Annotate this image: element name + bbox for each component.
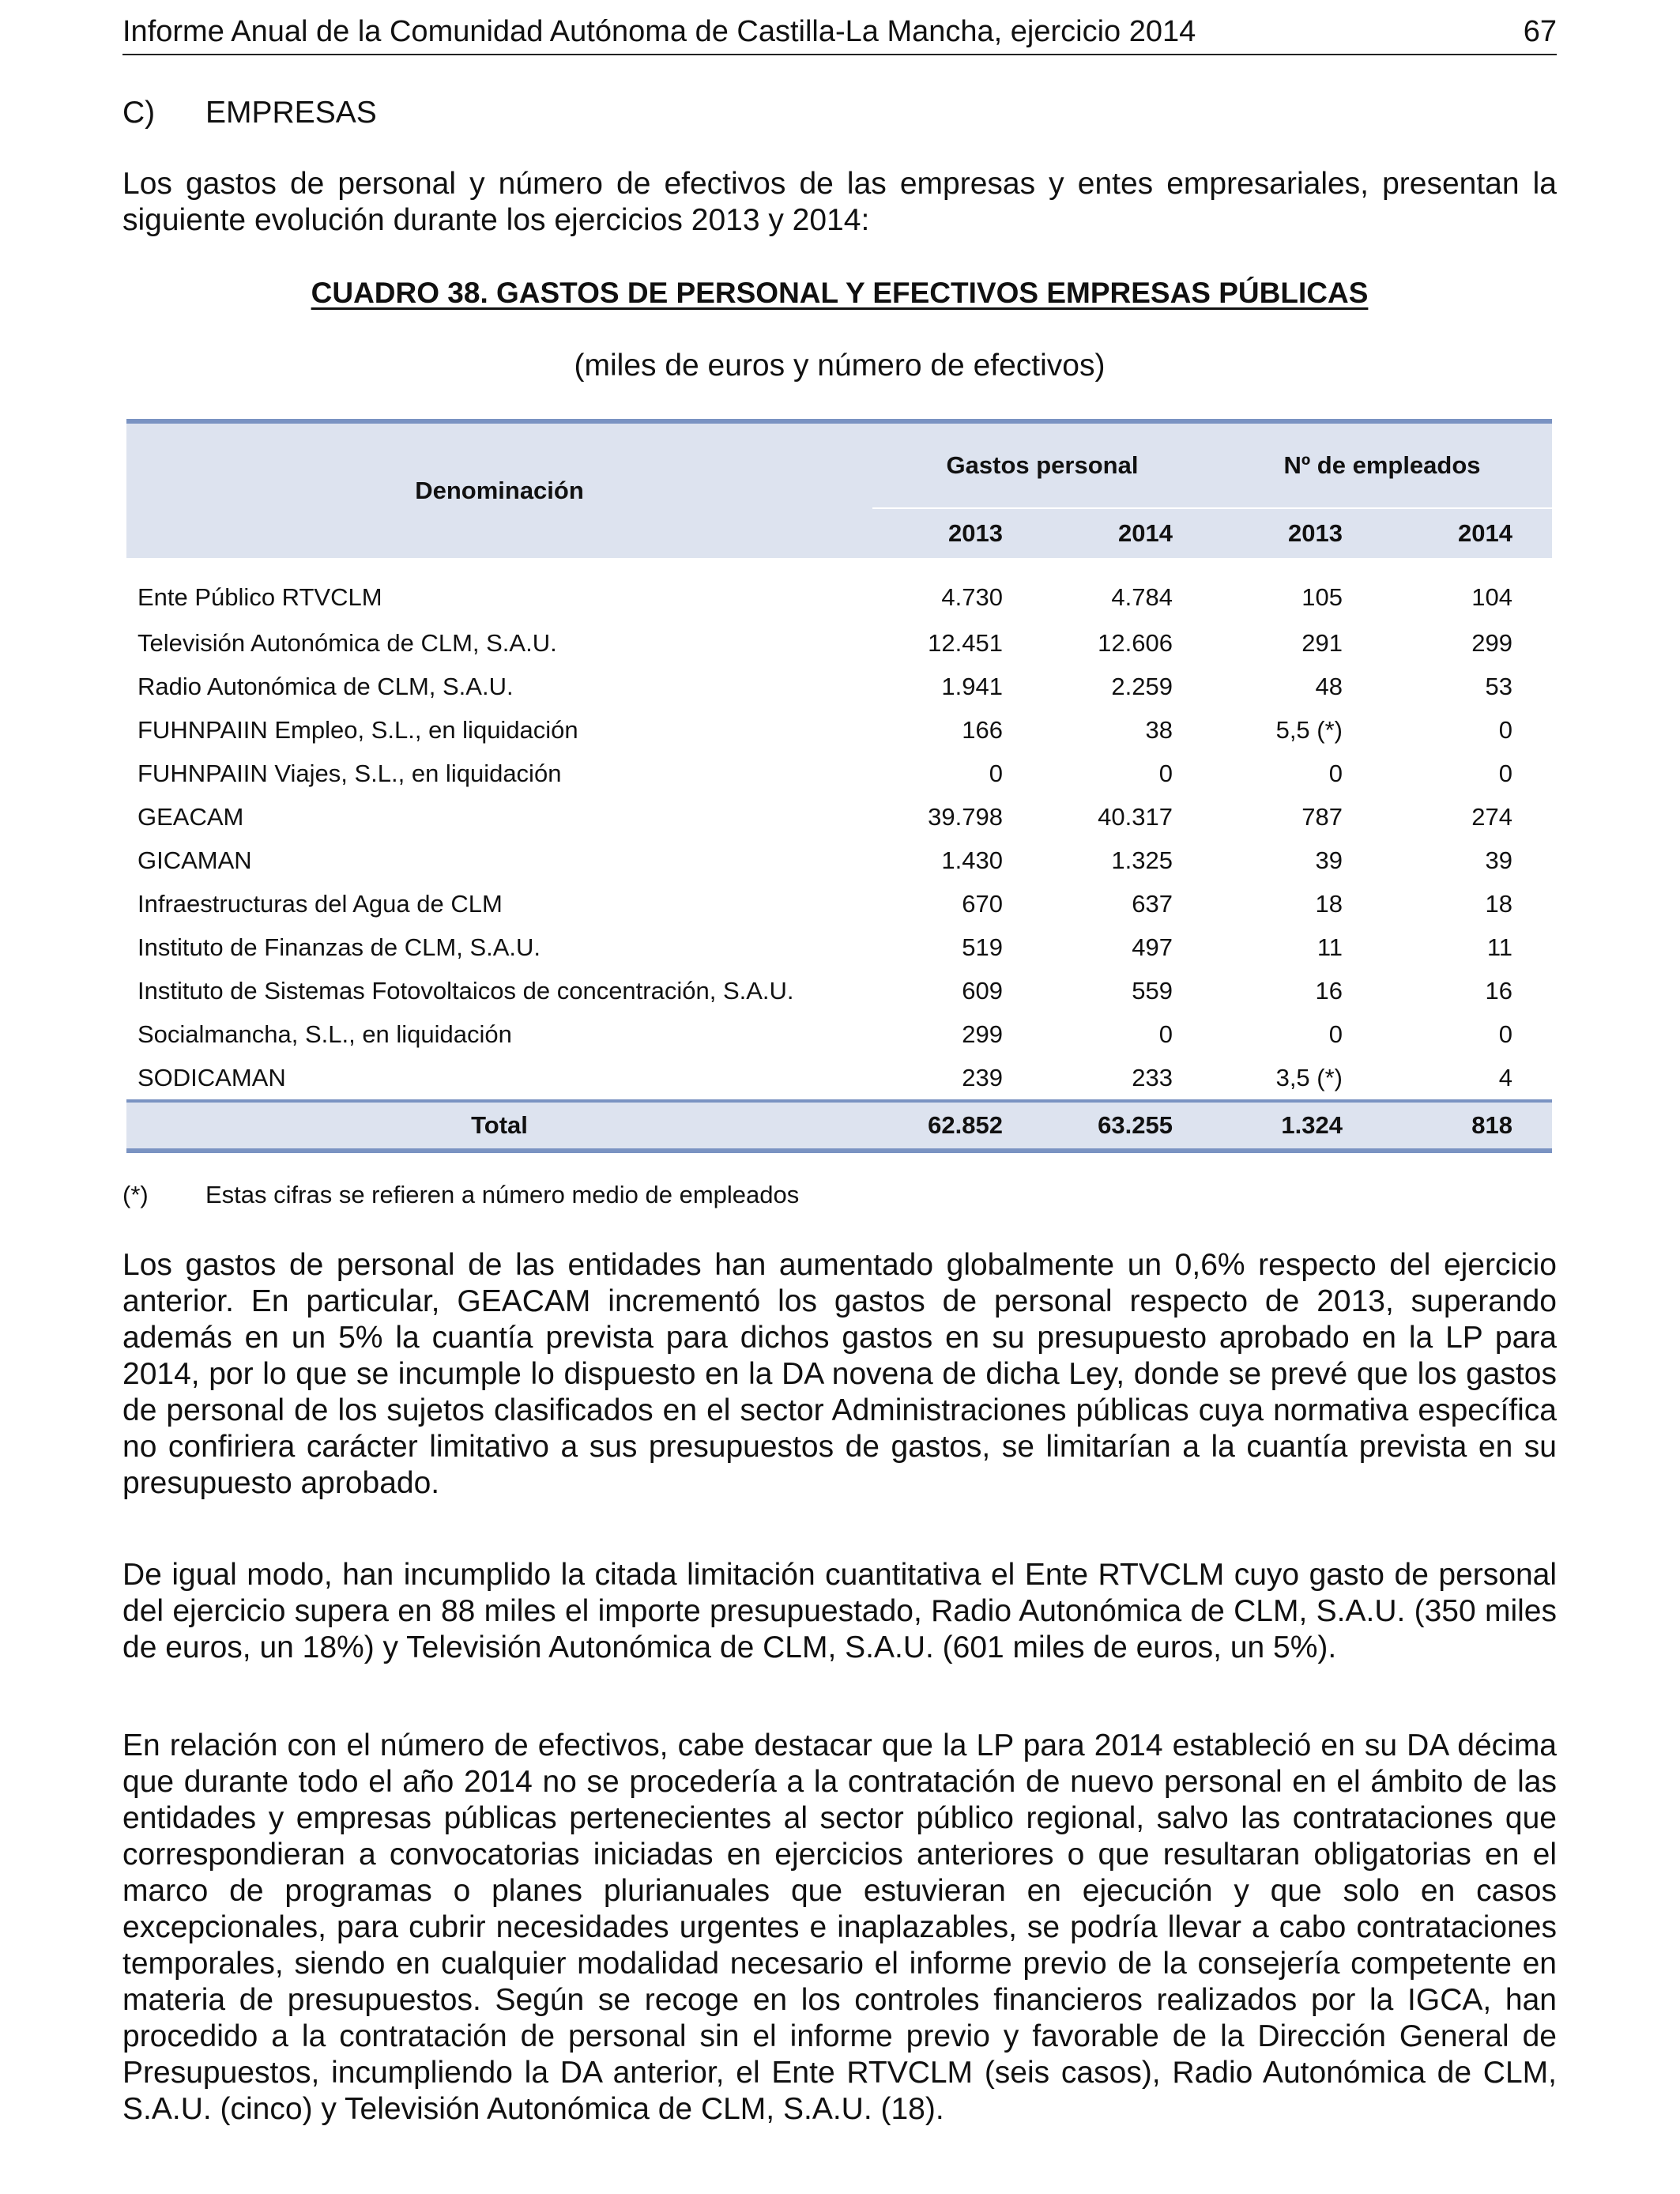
cell-value: 0 — [1158, 1020, 1173, 1048]
footnote-mark: (*) — [122, 1181, 149, 1208]
total-value: 1.324 — [1212, 1101, 1382, 1151]
cell-value: 39.798 — [928, 803, 1003, 831]
cell-value: 0 — [1328, 760, 1343, 787]
cell-value: 166 — [962, 716, 1003, 744]
cell-value: 274 — [1471, 803, 1512, 831]
header-gastos-personal: Gastos personal — [872, 421, 1212, 508]
entity-name: Instituto de Sistemas Fotovoltaicos de concentración, S.A.U. — [137, 977, 794, 1005]
entity-name: Infraestructuras del Agua de CLM — [137, 890, 503, 918]
cell-value: 5,5 (*) — [1275, 716, 1343, 744]
cell-value: 0 — [1498, 1020, 1512, 1048]
cell-value: 637 — [1132, 890, 1173, 918]
cell-value: 233 — [1132, 1064, 1173, 1091]
entity-name: GEACAM — [137, 803, 244, 831]
cell-value: 4 — [1498, 1064, 1512, 1091]
cell-value: 12.606 — [1098, 629, 1173, 657]
cell-value: 104 — [1471, 582, 1512, 611]
intro-paragraph-text: Los gastos de personal y número de efectivos de las empresas y entes empresariales, presentan la siguiente evolución durante los ejercicios 2013 y 2014: — [122, 167, 1557, 237]
cell-value: 559 — [1132, 977, 1173, 1005]
cell-value: 4.730 — [941, 582, 1003, 611]
table-row — [126, 839, 1552, 882]
table-row — [126, 1012, 1552, 1056]
cell-value: 1.325 — [1111, 846, 1173, 874]
table-row — [126, 708, 1552, 752]
report-title: Informe Anual de la Comunidad Autónoma de Castilla-La Mancha, ejercicio 2014 — [122, 15, 1196, 48]
cell-value: 291 — [1301, 629, 1343, 657]
table-title-text: CUADRO 38. GASTOS DE PERSONAL Y EFECTIVOS EMPRESAS PÚBLICAS — [311, 277, 1369, 309]
table-footnote — [122, 1179, 799, 1211]
table-row — [126, 752, 1552, 795]
table-row — [126, 1056, 1552, 1101]
table-row — [126, 795, 1552, 839]
entity-name: FUHNPAIIN Viajes, S.L., en liquidación — [137, 760, 562, 787]
header-denominacion: Denominación — [126, 421, 872, 558]
cell-value: 3,5 (*) — [1275, 1064, 1343, 1091]
cell-value: 519 — [962, 933, 1003, 961]
section-heading — [122, 93, 377, 133]
entity-name: GICAMAN — [137, 846, 252, 874]
total-row — [126, 1101, 1552, 1151]
personnel-table-wrapper — [126, 419, 1552, 1153]
cell-value: 1.941 — [941, 673, 1003, 700]
cell-value: 787 — [1301, 803, 1343, 831]
cell-value: 239 — [962, 1064, 1003, 1091]
cell-value: 105 — [1301, 582, 1343, 611]
cell-value: 39 — [1315, 846, 1343, 874]
table-row — [126, 665, 1552, 708]
header-year: 2014 — [1042, 508, 1212, 558]
cell-value: 609 — [962, 977, 1003, 1005]
cell-value: 16 — [1315, 977, 1343, 1005]
cell-value: 299 — [962, 1020, 1003, 1048]
cell-value: 4.784 — [1111, 582, 1173, 611]
body-paragraph — [122, 1247, 1557, 1502]
table-row — [126, 558, 1552, 621]
table-row — [126, 925, 1552, 969]
entity-name: Radio Autonómica de CLM, S.A.U. — [137, 673, 514, 700]
cell-value: 1.430 — [941, 846, 1003, 874]
cell-value: 0 — [1158, 760, 1173, 787]
cell-value: 0 — [1498, 760, 1512, 787]
entity-name: Televisión Autonómica de CLM, S.A.U. — [137, 629, 557, 657]
paragraph-text: En relación con el número de efectivos, cabe destacar que la LP para 2014 estableció en su DA décima que durante todo el año 2014 no se procedería a la contratación de nuevo personal en el ámbito de las entidades y empresas públicas pertenecientes al sector público regional, salvo las contrataciones que correspondieran a convocatorias iniciadas en ejercicios anteriores o que resultaran obligatorias en el marco de programas o planes plurianuales que estuvieran en ejecución y que solo en casos excepcionales, para cubrir necesidades urgentes e inaplazables, se podría llevar a cabo contrataciones temporales, siendo en cualquier modalidad necesario el informe previo de la consejería competente en materia de presupuestos. Según se recoge en los controles financieros realizados por la IGCA, han procedido a la contratación de personal sin el informe previo y favorable de la Dirección General de Presupuestos, incumpliendo la DA anterior, el Ente RTVCLM (seis casos), Radio Autonómica de CLM, S.A.U. (cinco) y Televisión Autonómica de CLM, S.A.U. (18). — [122, 1728, 1557, 2126]
entity-name: Instituto de Finanzas de CLM, S.A.U. — [137, 933, 541, 961]
cell-value: 11 — [1317, 933, 1343, 961]
table-row — [126, 621, 1552, 665]
total-value: 63.255 — [1042, 1101, 1212, 1151]
section-title: EMPRESAS — [205, 96, 377, 130]
header-year: 2014 — [1382, 508, 1552, 558]
table-row — [126, 882, 1552, 925]
header-year: 2013 — [872, 508, 1042, 558]
paragraph-text: Los gastos de personal de las entidades han aumentado globalmente un 0,6% respecto del ejercicio anterior. En particular, GEACAM incrementó los gastos de personal respecto de 2013, superando además en un 5% la cuantía prevista para dichos gastos en su presupuesto aprobado en la LP para 2014, por lo que se incumple lo dispuesto en la DA novena de dicha Ley, donde se prevé que los gastos de personal de los sujetos clasificados en el sector Administraciones públicas cuya normativa específica no confiriera carácter limitativo a sus presupuestos de gastos, se limitarían a la cuantía prevista en su presupuesto aprobado. — [122, 1248, 1557, 1500]
cell-value: 0 — [989, 760, 1003, 787]
header-num-empleados: Nº de empleados — [1212, 421, 1552, 508]
table-title — [122, 275, 1557, 311]
total-label: Total — [126, 1101, 872, 1151]
total-value: 62.852 — [872, 1101, 1042, 1151]
cell-value: 18 — [1485, 890, 1512, 918]
cell-value: 0 — [1498, 716, 1512, 744]
cell-value: 40.317 — [1098, 803, 1173, 831]
body-paragraph — [122, 1728, 1557, 2128]
cell-value: 2.259 — [1111, 673, 1173, 700]
section-number: C) — [122, 96, 156, 130]
cell-value: 670 — [962, 890, 1003, 918]
cell-value: 38 — [1145, 716, 1173, 744]
cell-value: 16 — [1485, 977, 1512, 1005]
entity-name: Socialmancha, S.L., en liquidación — [137, 1020, 512, 1048]
table-row — [126, 969, 1552, 1012]
cell-value: 12.451 — [928, 629, 1003, 657]
cell-value: 53 — [1485, 673, 1512, 700]
cell-value: 299 — [1471, 629, 1512, 657]
table-subtitle: (miles de euros y número de efectivos) — [574, 349, 1106, 383]
cell-value: 11 — [1486, 933, 1512, 961]
intro-paragraph — [122, 166, 1557, 239]
cell-value: 39 — [1485, 846, 1512, 874]
total-value: 818 — [1382, 1101, 1552, 1151]
cell-value: 18 — [1315, 890, 1343, 918]
running-header — [122, 9, 1557, 55]
paragraph-text: De igual modo, han incumplido la citada limitación cuantitativa el Ente RTVCLM cuyo gasto de personal del ejercicio supera en 88 miles el importe presupuestado, Radio Autonómica de CLM, S.A.U. (350 miles de euros, un 18%) y Televisión Autonómica de CLM, S.A.U. (601 miles de euros, un 5%). — [122, 1558, 1557, 1664]
entity-name: FUHNPAIIN Empleo, S.L., en liquidación — [137, 716, 578, 744]
cell-value: 0 — [1328, 1020, 1343, 1048]
page-number: 67 — [1523, 15, 1557, 48]
header-year: 2013 — [1212, 508, 1382, 558]
entity-name: Ente Público RTVCLM — [137, 582, 382, 611]
entity-name: SODICAMAN — [137, 1064, 286, 1091]
cell-value: 48 — [1315, 673, 1343, 700]
personnel-table — [126, 419, 1552, 1153]
cell-value: 497 — [1132, 933, 1173, 961]
footnote-text: Estas cifras se refieren a número medio de empleados — [205, 1181, 800, 1208]
body-paragraph — [122, 1557, 1557, 1666]
